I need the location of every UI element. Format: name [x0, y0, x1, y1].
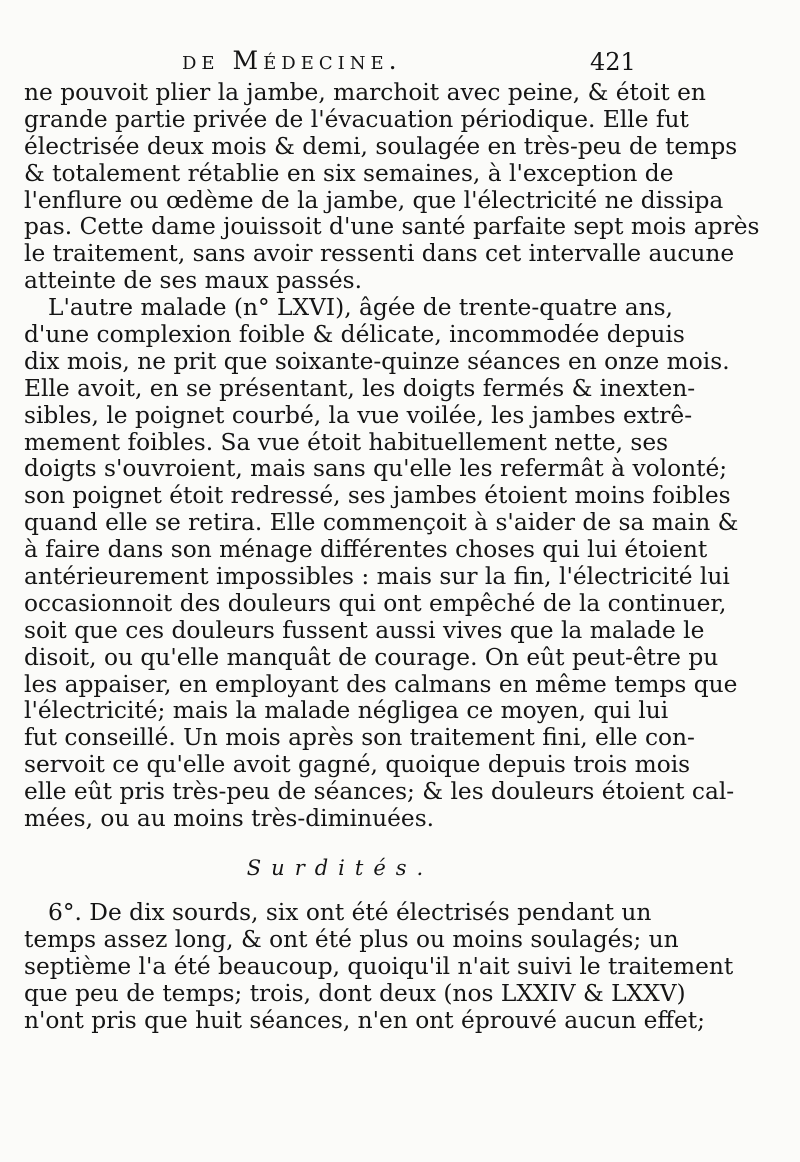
section-heading: Surdités.: [246, 856, 434, 880]
page-number: 421: [590, 48, 636, 76]
text-line: pas. Cette dame jouissoit d'une santé parfaite sept mois après: [24, 213, 760, 241]
text-line: soit que ces douleurs fussent aussi vives que la malade le: [24, 616, 705, 644]
section-paragraph: [24, 899, 734, 1034]
paragraph-continuation: [24, 79, 760, 295]
paragraph-patient-lxvi: [24, 294, 739, 833]
text-line: 6°. De dix sourds, six ont été électrisés pendant un: [48, 899, 652, 926]
text-line: son poignet étoit redressé, ses jambes étoient moins foibles: [24, 482, 731, 510]
text-line: & totalement rétablie en six semaines, à l'exception de: [24, 159, 674, 187]
text-line: doigts s'ouvroient, mais sans qu'elle les refermât à volonté;: [24, 455, 728, 483]
text-line: les appaiser, en employant des calmans en même temps que: [24, 670, 738, 698]
text-line: mement foibles. Sa vue étoit habituellement nette, ses: [24, 428, 669, 456]
text-line: disoit, ou qu'elle manquât de courage. On eût peut-être pu: [24, 643, 719, 671]
text-line: à faire dans son ménage différentes choses qui lui étoient: [24, 536, 708, 564]
page-header: [0, 46, 800, 80]
text-line: atteinte de ses maux passés.: [24, 267, 363, 295]
text-line: sibles, le poignet courbé, la vue voilée, les jambes extrê-: [24, 401, 693, 429]
text-line: servoit ce qu'elle avoit gagné, quoique depuis trois mois: [24, 751, 691, 779]
text-line: grande partie privée de l'évacuation périodique. Elle fut: [24, 105, 689, 133]
text-line: l'électricité; mais la malade négligea ce moyen, qui lui: [24, 697, 669, 725]
text-line: électrisée deux mois & demi, soulagée en très-peu de temps: [24, 132, 738, 160]
text-line: ne pouvoit plier la jambe, marchoit avec peine, & étoit en: [24, 79, 706, 106]
text-line: le traitement, sans avoir ressenti dans cet intervalle aucune: [24, 240, 735, 268]
text-line: que peu de temps; trois, dont deux (nos LXXIV & LXXV): [24, 979, 686, 1007]
text-line: antérieurement impossibles : mais sur la fin, l'électricité lui: [24, 563, 730, 591]
text-line: elle eût pris très-peu de séances; & les douleurs étoient cal-: [24, 778, 735, 806]
text-line: mées, ou au moins très-diminuées.: [24, 805, 435, 833]
body-text: [24, 79, 760, 833]
running-title: de Médecine.: [182, 46, 402, 75]
text-line: n'ont pris que huit séances, n'en ont éprouvé aucun effet;: [24, 1006, 705, 1034]
text-line: quand elle se retira. Elle commençoit à s'aider de sa main &: [24, 509, 739, 537]
text-line: dix mois, ne prit que soixante-quinze séances en onze mois.: [24, 347, 730, 375]
text-line: Elle avoit, en se présentant, les doigts fermés & inexten-: [24, 374, 696, 402]
text-line: septième l'a été beaucoup, quoiqu'il n'ait suivi le traitement: [24, 952, 734, 980]
text-line: occasionnoit des douleurs qui ont empêché de la continuer,: [24, 589, 727, 617]
text-line: d'une complexion foible & délicate, incommodée depuis: [24, 321, 685, 349]
text-line: L'autre malade (n° LXVI), âgée de trente-quatre ans,: [48, 294, 673, 322]
text-line: temps assez long, & ont été plus ou moins soulagés; un: [24, 925, 679, 953]
text-line: l'enflure ou œdème de la jambe, que l'électricité ne dissipa: [24, 186, 724, 214]
text-line: fut conseillé. Un mois après son traitement fini, elle con-: [24, 724, 695, 752]
